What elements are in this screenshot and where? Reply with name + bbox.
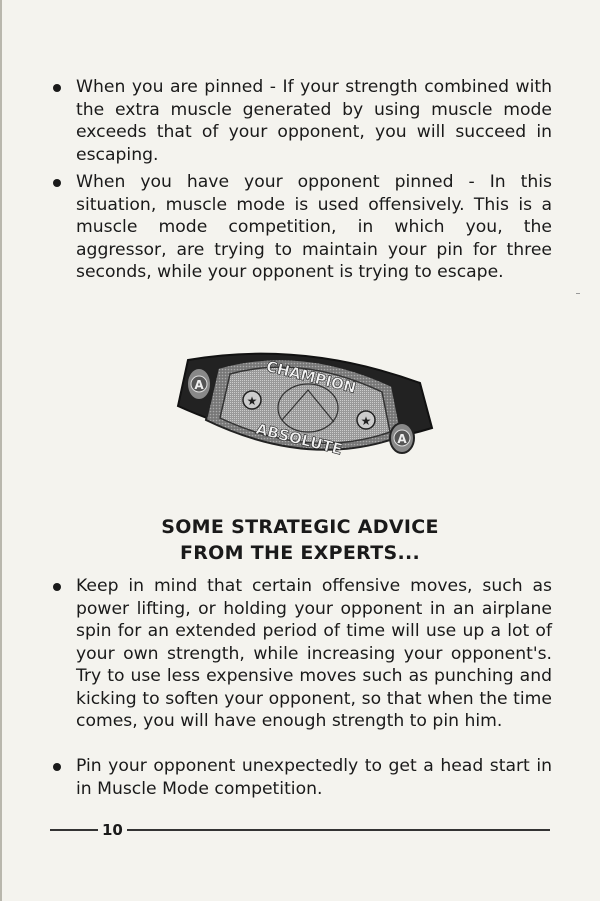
scan-speck [576,293,580,294]
belt-bottom-text: ABSOLUTE [254,419,345,459]
champion-belt-illustration [170,338,435,473]
bullet-text: Keep in mind that certain offensive moves, such as power lifting, or holding your opponent in an airplane spin for an extended period of time will use up a lot of your own strength, while increasing your opponent's. Try to use less expensive moves such as punching and kicking to soften your opponent, so that when the time comes, you will have enough strength to pin him. [76,576,552,731]
bullet-text: Pin your opponent unexpectedly to get a head start in in Muscle Mode competition. [76,756,552,799]
bullet-dot [52,171,76,194]
footer-rule-left [50,829,98,831]
bullet-when-pinned [52,76,552,166]
footer-rule-right [127,829,550,831]
bullet-opponent-pinned [52,171,552,284]
section-heading-line1: SOME STRATEGIC ADVICE [161,516,439,538]
bullet-pin-unexpectedly [52,755,552,800]
belt-side-letter-left: A [194,378,204,392]
page-footer [50,820,550,840]
belt-top-text: CHAMPION [264,357,359,398]
belt-star-icon: ★ [360,414,372,428]
section-heading-line2: FROM THE EXPERTS... [179,542,421,564]
bullet-dot [52,575,76,598]
bullet-dot [52,76,76,99]
belt-star-icon: ★ [246,394,258,408]
bullet-text: When you have your opponent pinned - In this situation, muscle mode is used offensively. This is a muscle mode competition, in which you, the aggressor, are trying to maintain your pin for three seconds, while your opponent is trying to escape. [76,172,552,282]
bullet-text: When you are pinned - If your strength combined with the extra muscle generated by using muscle mode exceeds that of your opponent, you will succeed in escaping. [76,77,552,165]
bullet-offensive-moves [52,575,552,733]
page-number: 10 [102,821,123,839]
belt-side-letter-right: A [397,432,407,446]
bullet-dot [52,755,76,778]
page-binding-edge [0,0,2,901]
